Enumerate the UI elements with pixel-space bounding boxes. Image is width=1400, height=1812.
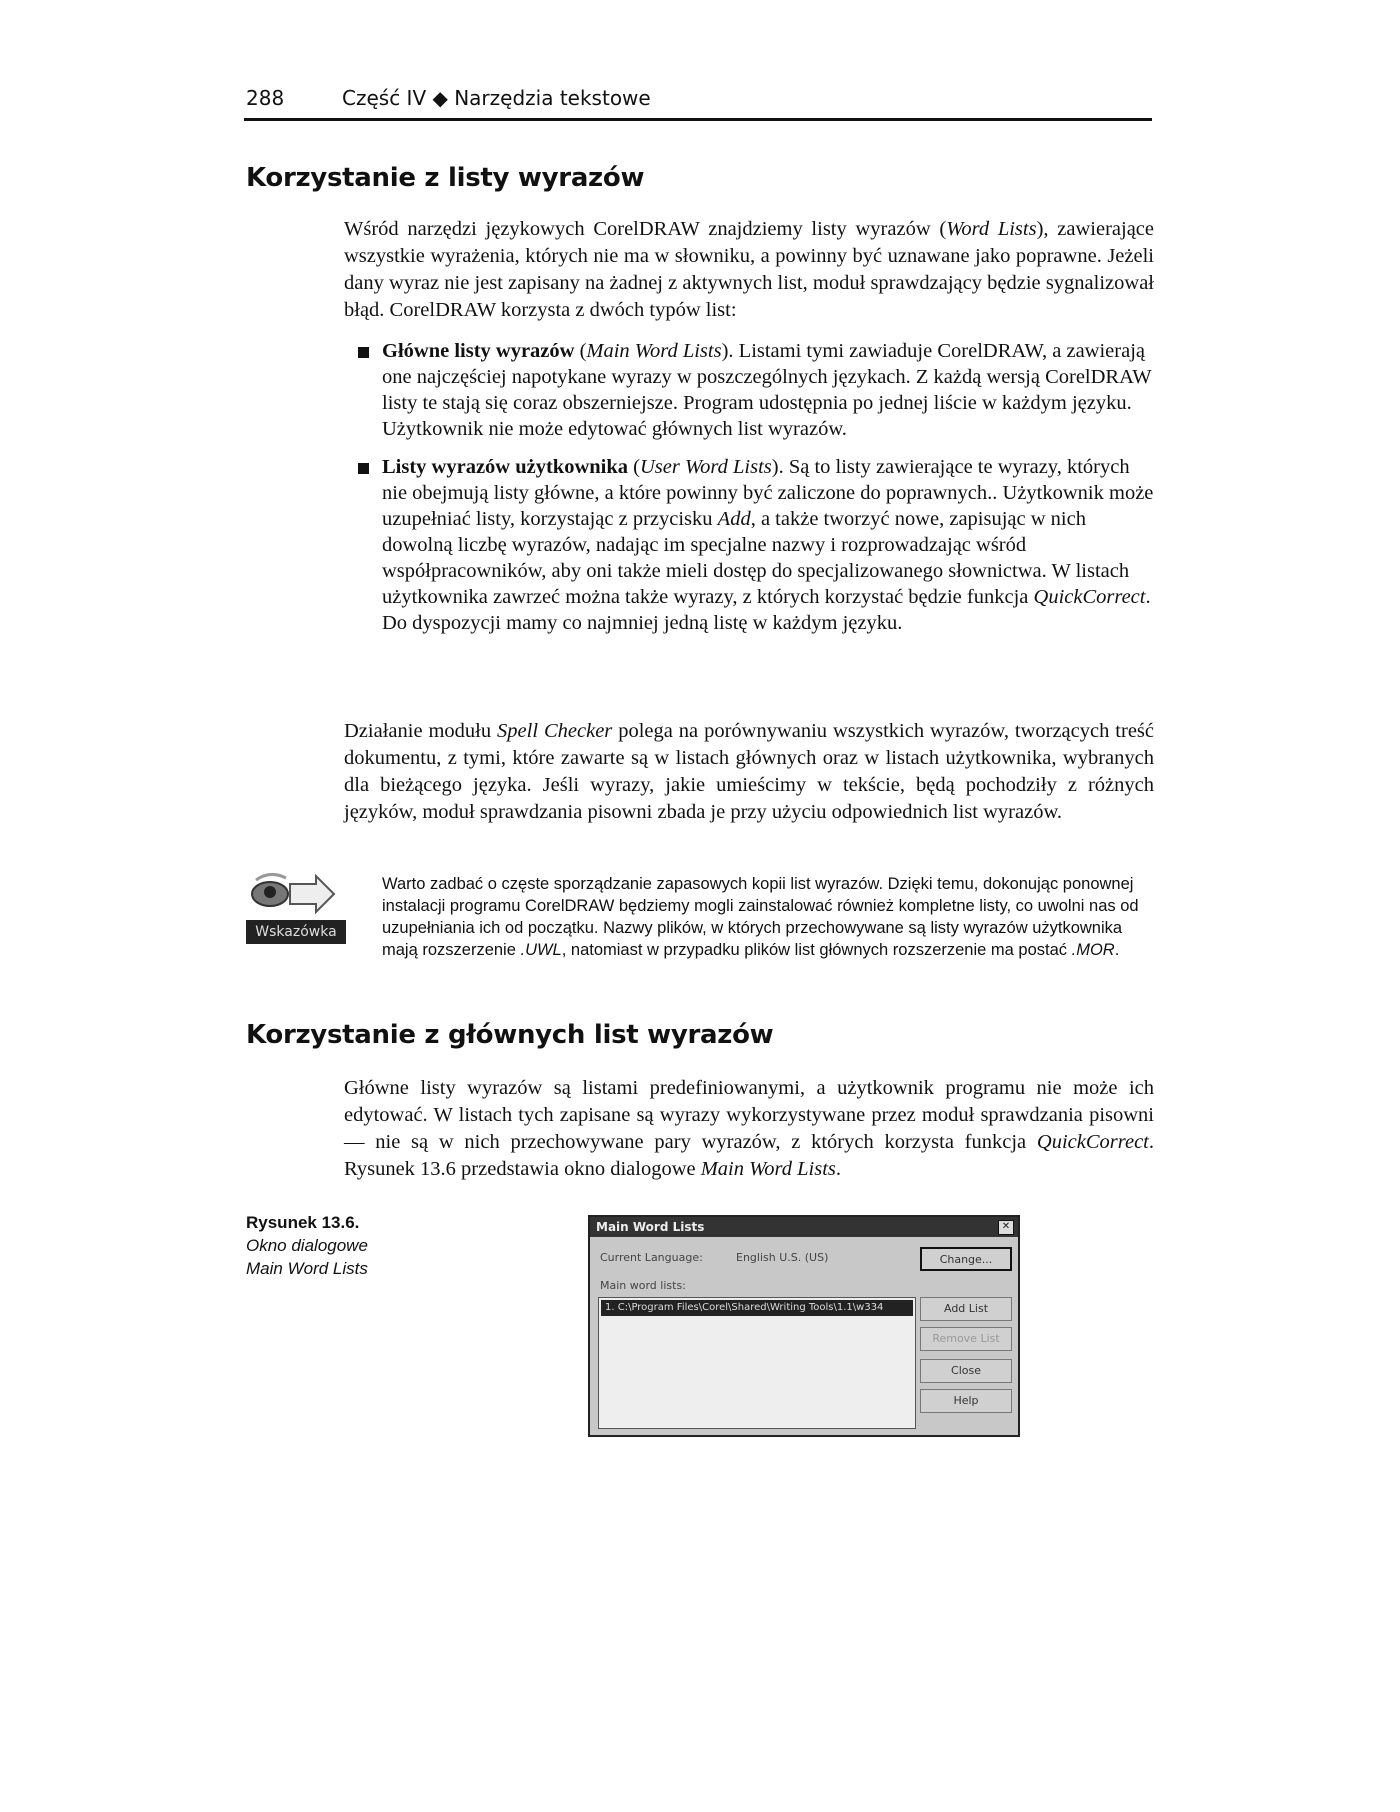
- text-run: polega na porównywaniu wszystkich wyrazów, tworzących treść dokumentu, z tymi, które zawarte są w listach głównych oraz w listach użytkownika, wybranych dla bieżącego języka. Jeśli wyrazy, jakie umieścimy w tekście, będą pochodziły z różnych języków, moduł sprawdzania pisowni zbada je przy użyciu odpowiednich list wyrazów.: [344, 720, 1154, 823]
- bullet-term: Listy wyrazów użytkownika: [382, 456, 629, 478]
- add-list-button[interactable]: Add List: [920, 1297, 1012, 1321]
- text-run: ). Są to listy zawierające te wyrazy, których nie obejmują listy główne, a które powinny być zaliczone do poprawnych.. Użytkownik może uzupełniać listy, korzystając z przycisku: [382, 456, 1154, 530]
- remove-list-button[interactable]: Remove List: [920, 1327, 1012, 1351]
- list-item: [356, 454, 1154, 636]
- bullet-term: Główne listy wyrazów: [382, 340, 575, 362]
- bullet-square-icon: [358, 463, 369, 474]
- text-run-italic: Add: [717, 508, 751, 530]
- main-lists-paragraph: [344, 1075, 1154, 1183]
- text-run: , natomiast w przypadku plików list głównych rozszerzenie ma postać: [561, 941, 1072, 959]
- figure-description-line1: Okno dialogowe: [246, 1236, 368, 1255]
- text-run-italic: User Word Lists: [639, 456, 772, 478]
- bullet-square-icon: [358, 347, 369, 358]
- spell-checker-paragraph: [344, 718, 1154, 826]
- text-run: .: [1114, 941, 1120, 959]
- tip-icon: [246, 870, 346, 946]
- section-heading-main-word-lists: Korzystanie z głównych list wyrazów: [246, 1020, 774, 1050]
- text-run-italic: QuickCorrect: [1033, 586, 1146, 608]
- text-run: Wśród narzędzi językowych CorelDRAW znajdziemy listy wyrazów (: [344, 218, 947, 240]
- text-run: . Do dyspozycji mamy co najmniej jedną listę w każdym języku.: [382, 586, 1151, 634]
- text-run-italic: .UWL: [520, 941, 562, 959]
- dialog-title: Main Word Lists: [590, 1217, 1018, 1237]
- text-run-italic: Word Lists: [946, 218, 1037, 240]
- list-item: [356, 338, 1154, 442]
- text-run: (: [574, 340, 587, 362]
- close-button[interactable]: Close: [920, 1359, 1012, 1383]
- text-run: .: [835, 1158, 842, 1180]
- list-item[interactable]: 1. C:\Program Files\Corel\Shared\Writing Tools\1.1\w334: [601, 1300, 913, 1316]
- page-number: 288: [246, 86, 285, 110]
- text-run-italic: .MOR: [1071, 941, 1115, 959]
- change-button[interactable]: Change...: [920, 1247, 1012, 1271]
- tip-graphic-icon: [246, 870, 346, 922]
- tip-text: [382, 873, 1152, 961]
- text-run: Warto zadbać o częste sporządzanie zapasowych kopii list wyrazów. Dzięki temu, dokonując ponownej instalacji programu CorelDRAW będziemy mogli zainstalować również kompletne listy, co uwolni nas od uzupełniania ich od początku. Nazwy plików, w których przechowywane są listy wyrazów użytkownika mają rozszerzenie: [382, 875, 1139, 959]
- tip-label: Wskazówka: [246, 920, 346, 944]
- text-run-italic: QuickCorrect: [1036, 1131, 1149, 1153]
- figure-caption: [246, 1211, 426, 1280]
- text-run: . Rysunek 13.6 przedstawia okno dialogowe: [344, 1131, 1154, 1180]
- text-run: ). Listami tymi zawiaduje CorelDRAW, a zawierają one najczęściej napotykane wyrazy w poszczególnych językach. Z każdą wersją CorelDRAW listy te stają się coraz obszerniejsze. Program udostępnia po jednej liście w każdym języku. Użytkownik nie może edytować głównych list wyrazów.: [382, 340, 1152, 440]
- text-run: ), zawierające wszystkie wyrażenia, których nie ma w słowniku, a powinny być uznawane jako poprawne. Jeżeli dany wyraz nie jest zapisany na żadnej z aktywnych list, moduł sprawdzający będzie sygnalizował błąd. CorelDRAW korzysta z dwóch typów list:: [344, 218, 1154, 321]
- main-word-lists-dialog: [588, 1215, 1020, 1437]
- text-run: (: [628, 456, 640, 478]
- text-run-italic: Spell Checker: [497, 720, 613, 742]
- current-language-label: Current Language:: [600, 1251, 703, 1264]
- running-header: [244, 84, 1152, 121]
- figure-number: Rysunek 13.6.: [246, 1213, 360, 1232]
- text-run: , a także tworzyć nowe, zapisując w nich dowolną liczbę wyrazów, nadając im specjalne nazwy i rozprowadzając wśród współpracowników, aby oni także mieli dostęp do specjalizowanego słownictwa. W listach użytkownika zawrzeć można także wyrazy, z których korzystać będzie funkcja: [382, 508, 1130, 608]
- help-button[interactable]: Help: [920, 1389, 1012, 1413]
- text-run: Główne listy wyrazów są listami predefiniowanymi, a użytkownik programu nie może ich edytować. W listach tych zapisane są wyrazy wykorzystywane przez moduł sprawdzania pisowni — nie są w nich przechowywane pary wyrazów, z których korzysta funkcja: [344, 1077, 1154, 1153]
- text-run-italic: Main Word Lists: [586, 340, 722, 362]
- bullet-list: [356, 338, 1154, 636]
- figure-description-line2: Main Word Lists: [246, 1259, 368, 1278]
- running-title: Część IV ◆ Narzędzia tekstowe: [342, 86, 651, 110]
- close-icon[interactable]: ✕: [998, 1220, 1014, 1235]
- text-run-italic: Main Word Lists: [700, 1158, 836, 1180]
- word-lists-listbox[interactable]: [598, 1297, 916, 1429]
- section-heading-word-lists: Korzystanie z listy wyrazów: [246, 163, 645, 193]
- text-run: Działanie modułu: [344, 720, 498, 742]
- intro-paragraph: [344, 216, 1154, 324]
- list-label: Main word lists:: [600, 1279, 686, 1292]
- current-language-value: English U.S. (US): [736, 1251, 829, 1264]
